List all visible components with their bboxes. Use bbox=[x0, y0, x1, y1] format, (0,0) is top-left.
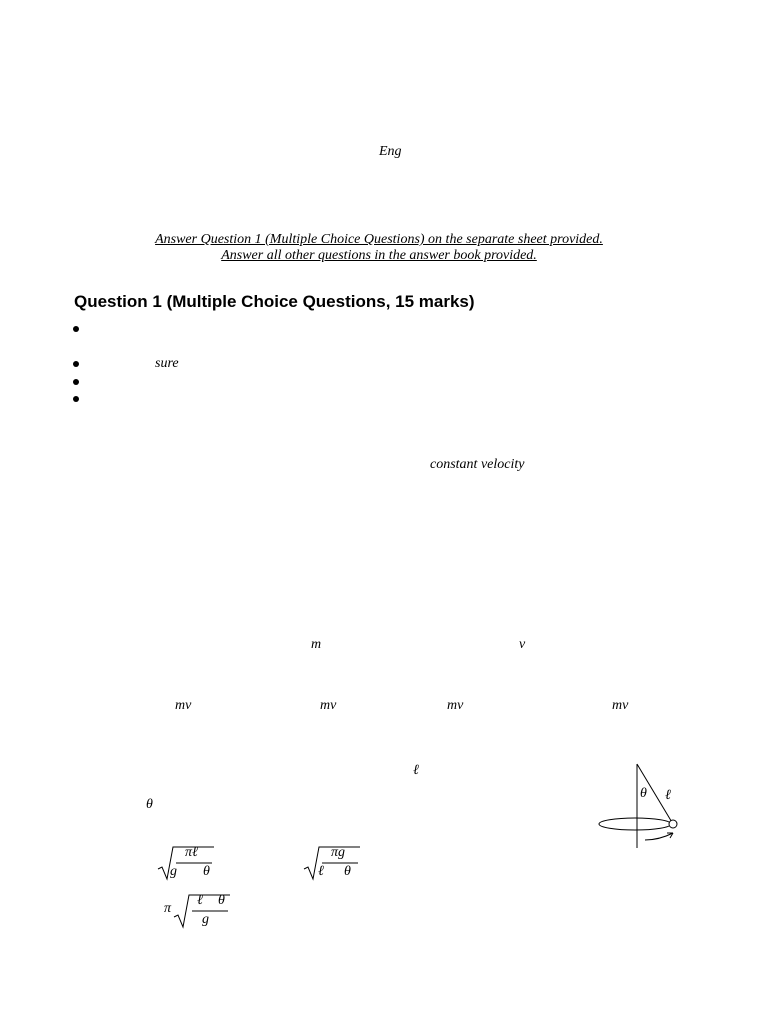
bullet-4 bbox=[73, 396, 79, 402]
formula-b-theta: θ bbox=[344, 864, 351, 879]
question-1-title: Question 1 (Multiple Choice Questions, 15 marks) bbox=[74, 292, 475, 311]
formula-c-theta: θ bbox=[218, 893, 225, 908]
diagram-length-label: ℓ bbox=[665, 788, 671, 803]
formula-c-denominator: g bbox=[202, 912, 209, 927]
var-v: v bbox=[519, 637, 526, 652]
formula-b-denominator: ℓ bbox=[318, 864, 324, 879]
rotation-arrow bbox=[645, 833, 673, 840]
formula-b-numerator: πg bbox=[331, 845, 346, 860]
instruction-line-2: Answer all other questions in the answer book provided. bbox=[221, 248, 537, 263]
option-c-mv: mv bbox=[447, 698, 464, 713]
header-eng: Eng bbox=[379, 144, 402, 159]
pendulum-bob bbox=[669, 820, 677, 828]
bullet-3 bbox=[73, 379, 79, 385]
formula-a-denominator: g bbox=[170, 864, 177, 879]
formula-c-pi: π bbox=[164, 901, 172, 916]
var-m: m bbox=[311, 637, 322, 652]
option-b-mv: mv bbox=[320, 698, 337, 713]
instruction-line-1: Answer Question 1 (Multiple Choice Questions) on the separate sheet provided. bbox=[155, 232, 603, 247]
var-l: ℓ bbox=[413, 763, 419, 778]
constant-velocity-text: constant velocity bbox=[430, 457, 525, 472]
bullet-2 bbox=[73, 361, 79, 367]
formula-a-numerator: πℓ bbox=[185, 845, 198, 860]
formula-c-numerator: ℓ bbox=[197, 893, 203, 908]
bullet-2-word: sure bbox=[155, 356, 179, 371]
formula-a-theta: θ bbox=[203, 864, 210, 879]
bullet-1 bbox=[73, 326, 79, 332]
var-theta: θ bbox=[146, 797, 153, 812]
conical-pendulum-diagram bbox=[595, 760, 685, 852]
option-d-mv: mv bbox=[612, 698, 629, 713]
circular-path bbox=[599, 818, 671, 830]
diagram-theta-label: θ bbox=[640, 786, 647, 801]
option-a-mv: mv bbox=[175, 698, 192, 713]
